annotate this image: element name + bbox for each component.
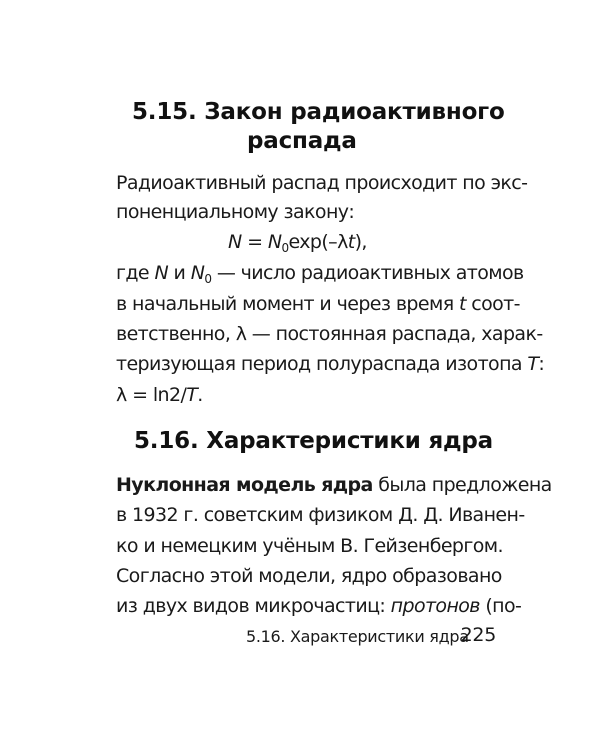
paragraph-line: поненциальному закону: [116,201,355,223]
paragraph-line: из двух видов микрочастиц: протонов (по- [116,595,522,617]
term-nucleon-model: Нуклонная модель ядра [116,474,373,496]
paragraph-line: в начальный момент и через время t соот- [116,293,520,315]
paragraph-line: в 1932 г. советским физиком Д. Д. Иванен- [116,504,525,526]
section-heading-5-15-line-1: 5.15. Закон радиоактивного [132,99,505,125]
paragraph-line: Радиоактивный распад происходит по экс- [116,172,528,194]
paragraph-line: ко и немецким учёным В. Гейзенбергом. [116,535,503,557]
section-heading-5-15-line-2: распада [247,128,357,154]
paragraph-line: ветственно, λ — постоянная распада, харак- [116,323,543,345]
paragraph-line: теризующая период полураспада изотопа T: [116,353,545,375]
paragraph-line: где N и $N_0$ — число радиоактивных атомов [116,262,524,286]
paragraph-line: Нуклонная модель ядра была предложена [116,474,552,496]
running-footer-section: 5.16. Характеристики ядра [246,627,469,646]
decay-formula: $N = N_0\exp(-\lambda t)$, [228,231,367,255]
paragraph-line: Согласно этой модели, ядро образовано [116,565,502,587]
section-heading-5-16: 5.16. Характеристики ядра [134,428,493,454]
paragraph-line: λ = ln2/T. [116,384,203,406]
page-number: 225 [460,624,496,646]
page-footer [246,624,496,648]
